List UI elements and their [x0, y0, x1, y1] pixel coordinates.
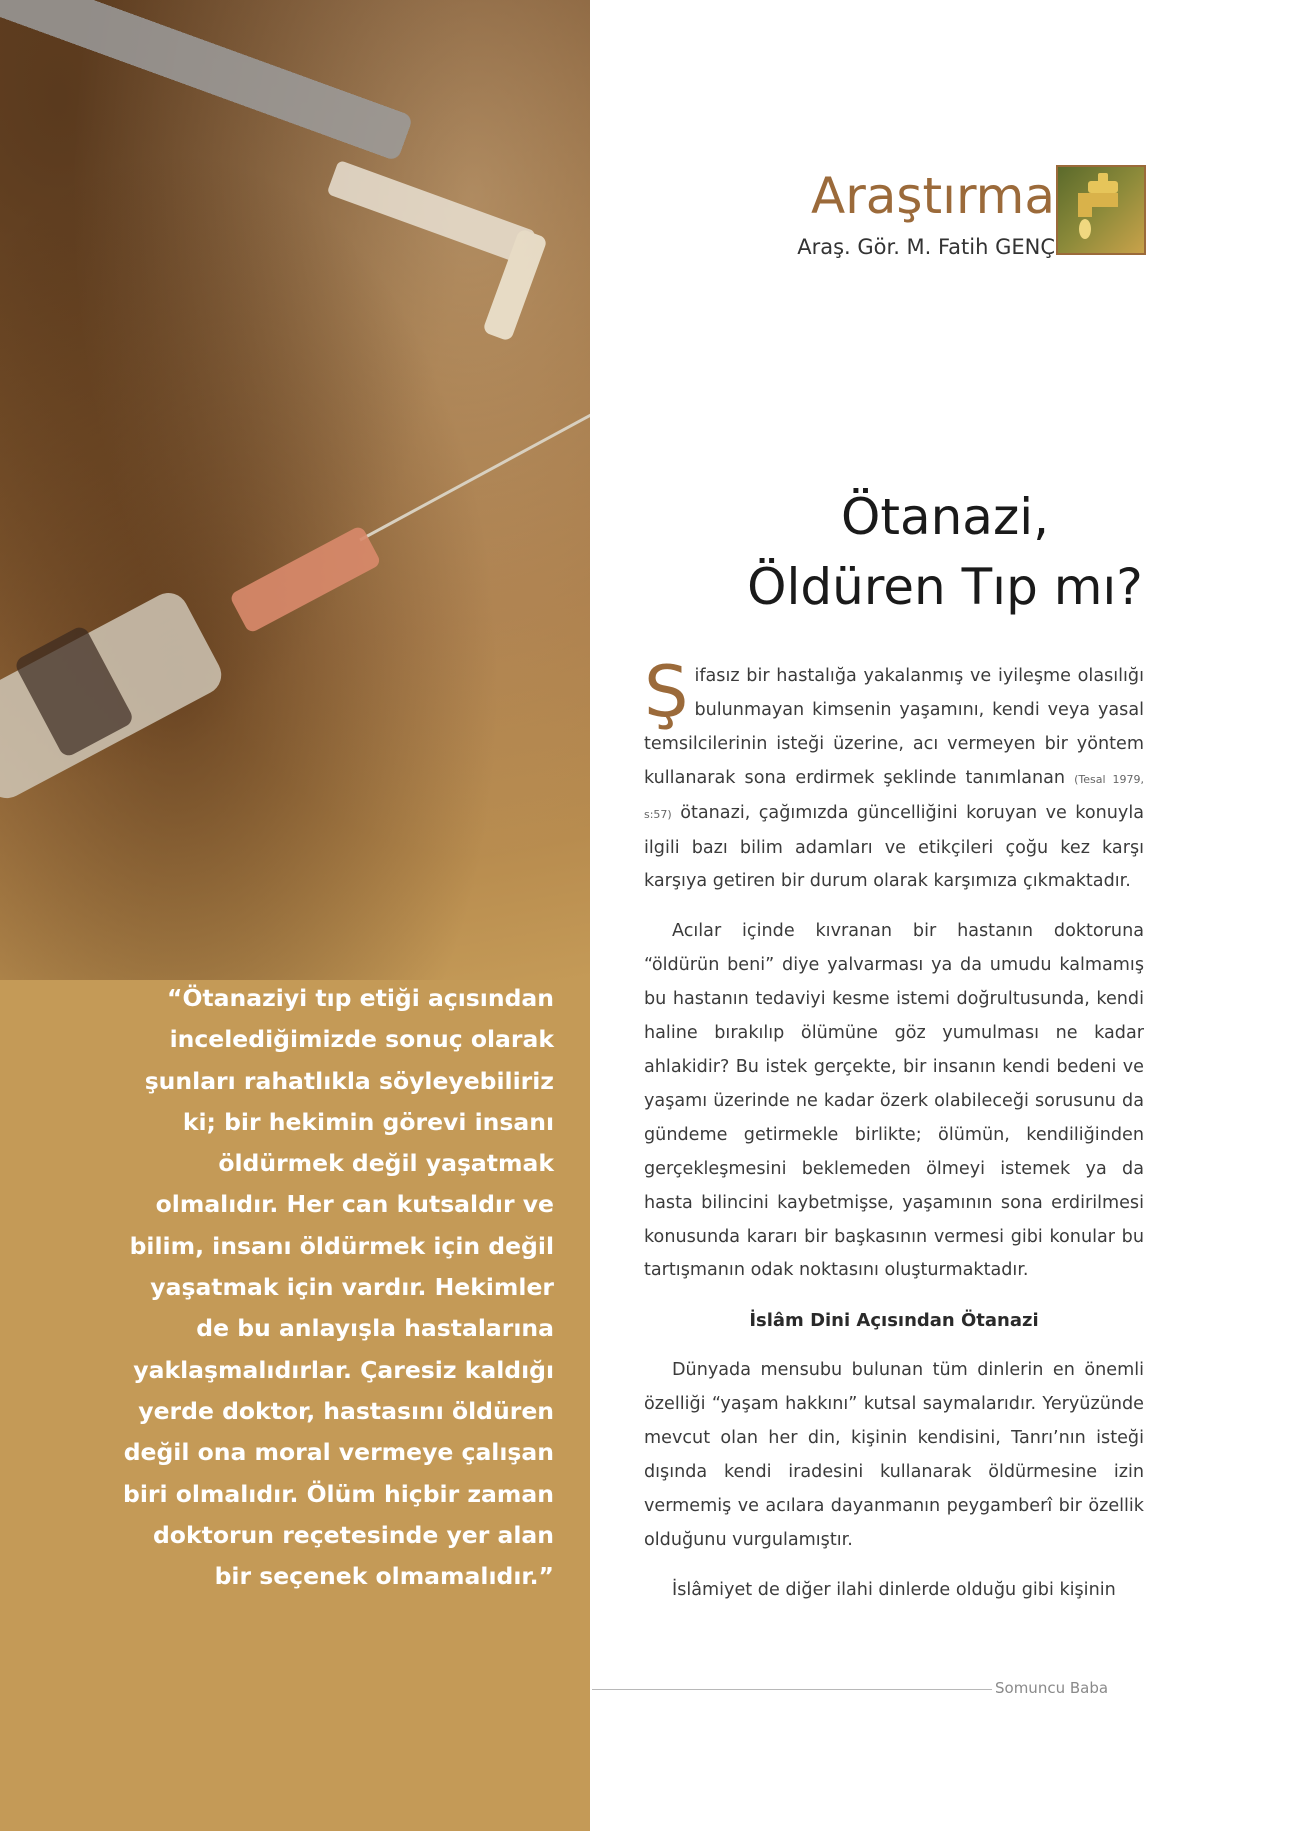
faucet-icon — [1056, 165, 1146, 255]
article-title — [600, 482, 1290, 622]
citation: (Tesal 1979, s:57) — [644, 772, 1145, 821]
author-byline: Araş. Gör. M. Fatih GENÇ — [797, 235, 1055, 259]
paragraph-3: Dünyada mensubu bulunan tüm dinlerin en önemli özelliği “yaşam hakkını” kutsal saymalarıdır. Yeryüzünde mevcut olan her din, kişinin kendisini, Tanrı’nın isteği dışında kendi iradesini kullanarak öldürmesine izin vermemiş ve acılara dayanmanın peygamberî bir özellik olduğunu vurgulamıştır. — [644, 1360, 1144, 1550]
paragraph-2: Acılar içinde kıvranan bir hastanın doktoruna “öldürün beni” diye yalvarması ya da umudu kalmamış bu hastanın tedaviyi kesme istemi doğrultusunda, kendi haline bırakılıp ölümüne göz yumulması ne kadar ahlakidir? Bu istek gerçekte, bir insanın kendi bedeni ve yaşamı üzerinde ne kadar özerk olabileceği sorusunu da gündeme getirmekle birlikte; ölümün, kendiliğinden gerçekleşmesini beklemeden ölmeyi istemek ya da hasta bilincini kaybetmişse, yaşamının sona erdirilmesi konusunda kararı bir başkasının vermesi gibi konular bu tartışmanın odak noktasını oluşturmaktadır. — [644, 921, 1144, 1281]
footer-magazine-name: Somuncu Baba — [995, 1679, 1109, 1697]
article-body — [644, 651, 1145, 1624]
paragraph-1-text-after: ötanazi, çağımızda güncelliğini koruyan ve konuyla ilgili bazı bilim adamları ve etikçileri çoğu kez karşı karşıya getiren bir durum olarak karşımıza çıkmaktadır. — [644, 802, 1145, 892]
left-panel — [0, 0, 590, 1831]
syringe-bottom-image — [0, 410, 590, 805]
section-title: Araştırma — [811, 167, 1055, 225]
syringe-top-image — [0, 0, 548, 342]
pull-quote: “Ötanaziyi tıp etiği açısından incelediğimizde sonuç olarak şunları rahatlıkla söyleyebiliriz ki; bir hekimin görevi insanı öldürmek değil yaşatmak olmalıdır. Her can kutsaldır ve bilim, insanı öldürmek için değil yaşatmak için vardır. Hekimler de bu anlayışla hastalarına yaklaşmalıdırlar. Çaresiz kaldığı yerde doktor, hastasını öldüren değil ona moral vermeye çalışan biri olmalıdır. Ölüm hiçbir zaman doktorun reçetesinde yer alan bir seçenek olmamalıdır.” — [123, 984, 554, 1591]
paragraph-1 — [644, 651, 1145, 899]
article-title-line1: Ötanazi, — [841, 488, 1049, 546]
paragraph-4: İslâmiyet de diğer ilahi dinlerde olduğu gibi kişinin — [672, 1579, 1116, 1600]
syringe-photo — [0, 0, 590, 980]
drop-cap: Ş — [644, 651, 689, 733]
article-title-line2: Öldüren Tıp mı? — [747, 558, 1143, 616]
footer-divider — [592, 1689, 992, 1690]
paragraph-1-text: ifasız bir hastalığa yakalanmış ve iyileşme olasılığı bulunmayan kimsenin yaşamını, kendi veya yasal temsilcilerinin isteği üzerine, acı vermeyen bir yöntem kullanarak sona erdirmek şeklinde tanımlanan — [644, 666, 1144, 788]
section-subheading: İslâm Dini Açısından Ötanazi — [749, 1310, 1039, 1332]
